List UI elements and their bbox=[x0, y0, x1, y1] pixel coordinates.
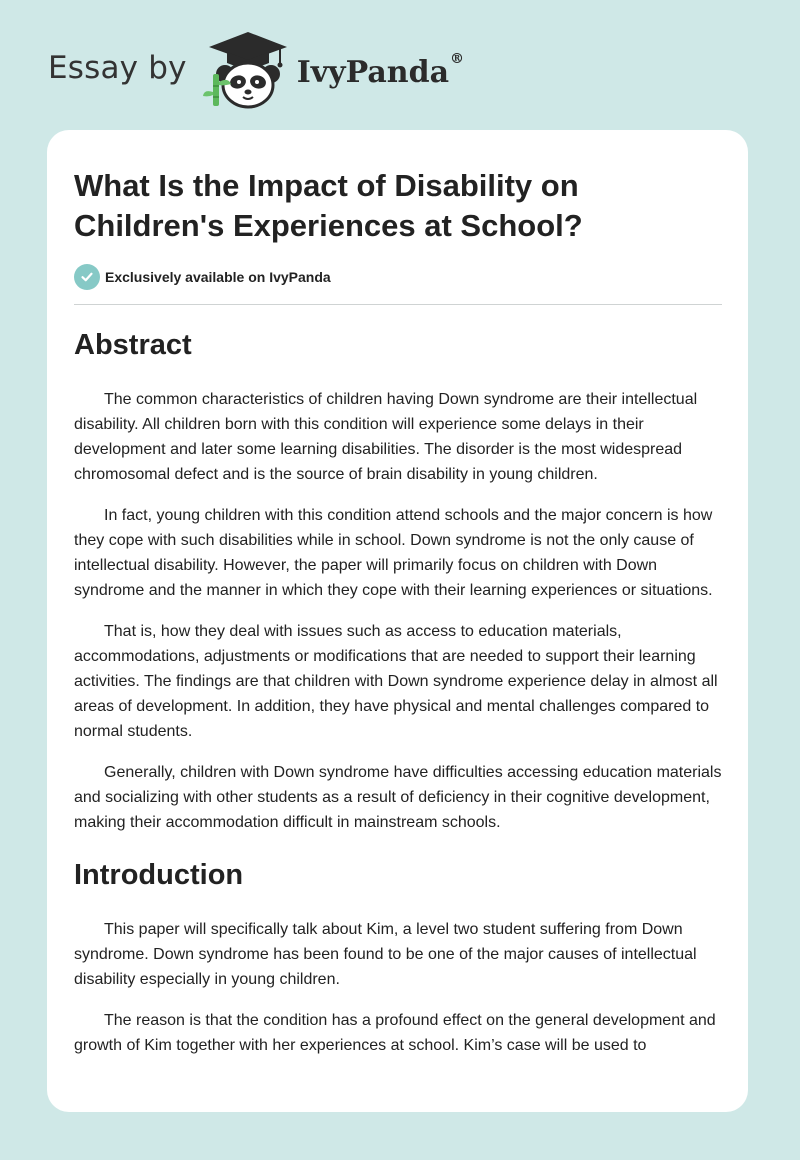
divider bbox=[74, 304, 722, 305]
introduction-paragraph: The reason is that the condition has a profound effect on the general development and growth of Kim together with her experiences at school. Kim’s case will be used to bbox=[74, 1012, 716, 1054]
abstract-paragraph: The common characteristics of children having Down syndrome are their intellectual disability. All children born with this condition will experience some delays in their development and later some learning disabilities. The disorder is the most widespread chromosomal defect and is the source of brain disability in young children. bbox=[74, 391, 698, 483]
brand-name[interactable]: IvyPanda® bbox=[296, 50, 465, 90]
brand-header bbox=[48, 30, 464, 110]
check-icon bbox=[74, 264, 100, 290]
exclusive-badge bbox=[74, 264, 722, 290]
essay-card bbox=[47, 130, 748, 1112]
section-heading-introduction: Introduction bbox=[74, 859, 244, 891]
panda-graduate-logo-icon[interactable] bbox=[201, 30, 295, 110]
abstract-paragraph: That is, how they deal with issues such as access to education materials, accommodations, adjustments or modifications that are needed to support their learning activities. The findings are that children with Down syndrome experience delay in almost all areas of development. In addition, they have physical and mental challenges compared to normal students. bbox=[74, 623, 718, 740]
essay-title-line-2: Children's Experiences at School? bbox=[74, 208, 583, 243]
exclusive-label: Exclusively available on IvyPanda bbox=[105, 269, 331, 285]
abstract-paragraph: Generally, children with Down syndrome have difficulties accessing education materials and socializing with other students as a result of deficiency in their cognitive development, making their accommodation difficult in mainstream schools. bbox=[74, 764, 722, 831]
registered-mark: ® bbox=[450, 50, 465, 67]
essay-title-line-1: What Is the Impact of Disability on bbox=[74, 168, 579, 203]
brand-prefix: Essay by bbox=[48, 50, 187, 86]
section-heading-abstract: Abstract bbox=[74, 329, 192, 361]
abstract-paragraph: In fact, young children with this condition attend schools and the major concern is how they cope with such disabilities while in school. Down syndrome is not the only cause of intellectual disability. However, the paper will primarily focus on children with Down syndrome and the manner in which they cope with their learning experiences or situations. bbox=[74, 507, 713, 599]
essay-title bbox=[74, 166, 722, 246]
introduction-paragraph: This paper will specifically talk about Kim, a level two student suffering from Down syndrome. Down syndrome has been found to be one of the major causes of intellectual disability especially in young children. bbox=[74, 921, 697, 988]
